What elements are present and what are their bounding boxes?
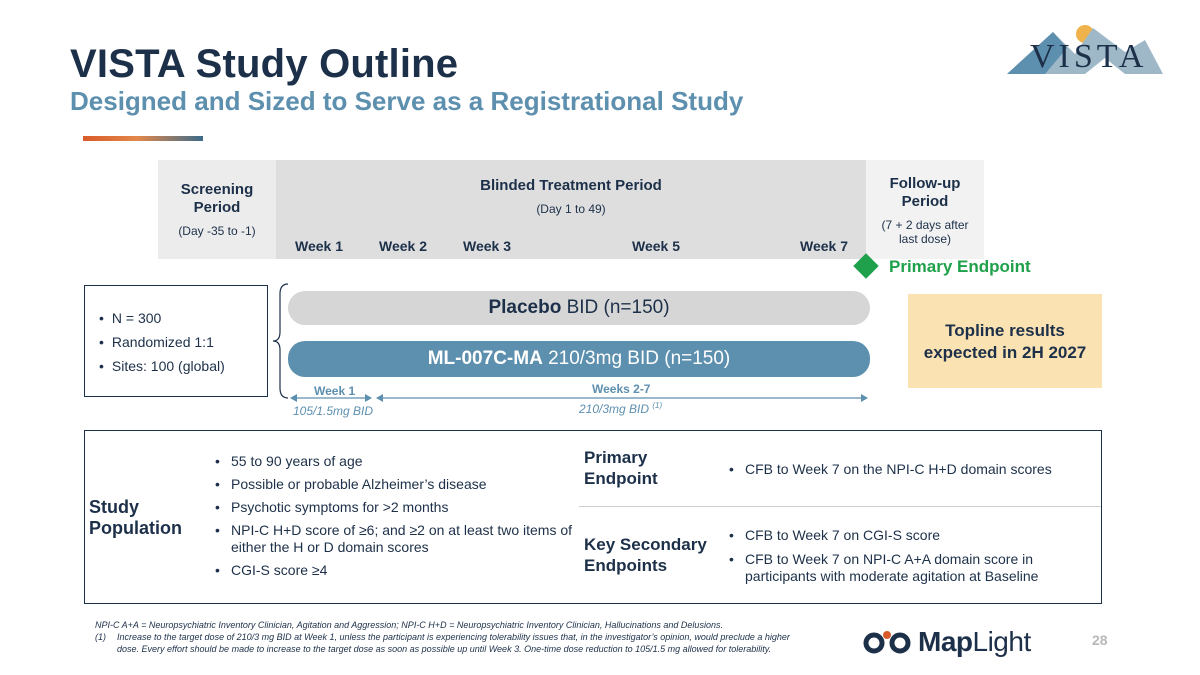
active-arm-name: ML-007C-MA (427, 348, 543, 369)
followup-period-panel (866, 160, 984, 259)
endpoint-item: • CFB to Week 7 on CGI-S score (727, 527, 1067, 544)
criteria-item: • Possible or probable Alzheimer’s disease (213, 476, 573, 493)
primary-endpoint-marker: Primary Endpoint (889, 257, 1031, 276)
abbreviations-footnote: NPI-C A+A = Neuropsychiatric Inventory Clinician, Agitation and Aggression; NPI-C H+D = Neuropsychiatric Inventory Clinician, Hallucinations and Delusions. (95, 620, 723, 630)
primary-endpoint-list (727, 461, 1067, 484)
weeks27-footnote-ref: (1) (652, 401, 663, 410)
week1-label: Week 1 (314, 384, 356, 398)
study-design-box (84, 285, 268, 397)
placebo-arm-bar (288, 291, 870, 325)
page-title: VISTA Study Outline (70, 42, 459, 86)
placebo-arm-detail: BID (n=150) (561, 297, 670, 318)
footnote-row (95, 631, 795, 655)
week-label: Week 3 (463, 238, 511, 254)
blinded-period-range: (Day 1 to 49) (536, 202, 606, 216)
vista-logo-text: VISTA (1030, 38, 1148, 75)
endpoint-divider (579, 506, 1101, 507)
study-population-title: Study Population (89, 497, 182, 538)
weeks27-label: Weeks 2-7 (592, 382, 651, 396)
week1-dose: 105/1.5mg BID (293, 404, 374, 418)
dosing-schedule (288, 380, 873, 420)
weeks27-dose: 210/3mg BID (579, 402, 650, 416)
footnote-text: Increase to the target dose of 210/3 mg BID at Week 1, unless the participant is experiencing tolerability issues that, in the investigator’s opinion, would preclude a higher dose. Every effort should be made to increase to the target dose as soon as possible up until Week 3. One-time dose reduction to 105/1.5 mg allowed for tolerability. (117, 632, 790, 654)
maplight-brand-light: Light (972, 626, 1031, 657)
population-endpoints-box (84, 430, 1102, 604)
week-label: Week 1 (295, 238, 343, 254)
weeks27-dose-group (579, 401, 662, 416)
blinded-period-title: Blinded Treatment Period (480, 177, 662, 194)
screening-period-range: (Day -35 to -1) (178, 224, 256, 238)
screening-period-panel (158, 160, 276, 259)
week-label: Week 7 (800, 238, 848, 254)
design-item: • Sites: 100 (global) (99, 354, 267, 378)
maplight-brand-bold: Map (918, 626, 973, 657)
maplight-wordmark (918, 626, 1031, 658)
topline-results-callout: Topline results expected in 2H 2027 (908, 294, 1102, 388)
active-arm-bar (288, 341, 870, 377)
blinded-treatment-panel (276, 160, 866, 259)
design-item: • N = 300 (99, 306, 267, 330)
page-subtitle: Designed and Sized to Serve as a Registrational Study (70, 86, 744, 116)
curly-brace-icon (270, 282, 290, 400)
footnote-number: (1) (95, 632, 106, 642)
screening-period-title: Screening Period (180, 181, 254, 216)
population-criteria-list (213, 453, 573, 585)
primary-endpoint-title: Primary Endpoint (584, 448, 658, 488)
week-label: Week 5 (632, 238, 680, 254)
footnotes (95, 619, 795, 655)
criteria-item: • CGI-S score ≥4 (213, 562, 573, 579)
secondary-endpoint-list (727, 527, 1067, 591)
placebo-arm-name: Placebo (488, 297, 562, 318)
criteria-item: • NPI-C H+D score of ≥6; and ≥2 on at least two items of either the H or D domain scores (213, 522, 573, 556)
active-arm-detail: 210/3mg BID (n=150) (542, 348, 731, 369)
accent-bar (83, 136, 203, 141)
followup-period-range: (7 + 2 days after last dose) (881, 218, 969, 246)
criteria-item: • Psychotic symptoms for >2 months (213, 499, 573, 516)
endpoint-item: • CFB to Week 7 on NPI-C A+A domain score in participants with moderate agitation at Baseline (727, 551, 1067, 585)
endpoint-item: • CFB to Week 7 on the NPI-C H+D domain scores (727, 461, 1067, 478)
secondary-endpoint-title: Key Secondary Endpoints (584, 535, 707, 575)
page-number: 28 (1092, 632, 1108, 648)
followup-period-title: Follow-up Period (889, 175, 961, 210)
criteria-item: • 55 to 90 years of age (213, 453, 573, 470)
week-label: Week 2 (379, 238, 427, 254)
design-item: • Randomized 1:1 (99, 330, 267, 354)
